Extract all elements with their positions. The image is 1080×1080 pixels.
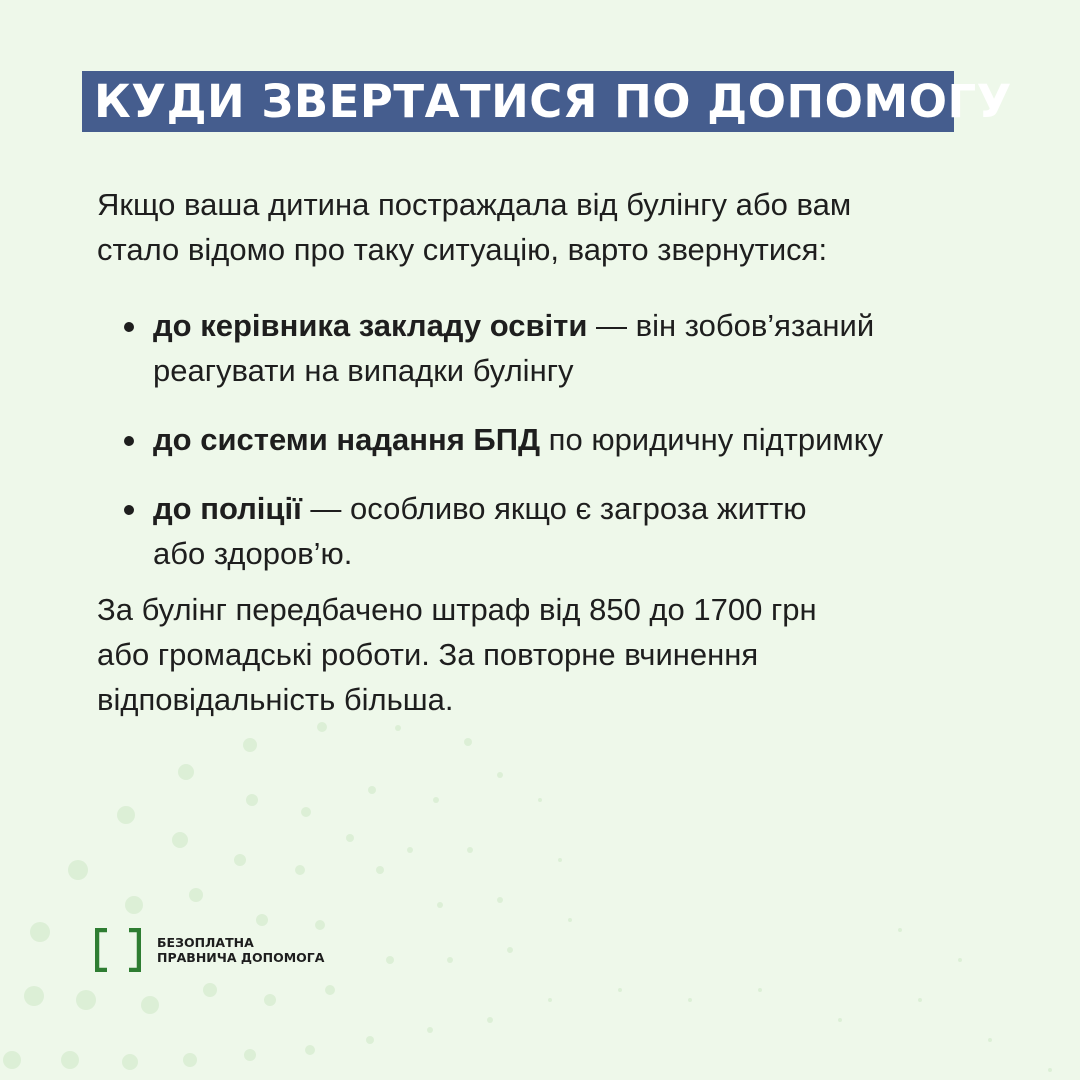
logo-text-line: БЕЗОПЛАТНА (157, 935, 254, 950)
bullet-icon (124, 505, 134, 515)
list-item-text: — він зобов’язаний (587, 308, 875, 343)
list-item-line (153, 303, 997, 348)
penalty-line: За булінг передбачено штраф від 850 до 1700 грн (97, 592, 817, 627)
help-contacts-list (97, 303, 997, 600)
penalty-paragraph (97, 587, 997, 722)
bullet-icon (124, 436, 134, 446)
list-item-text: — особливо якщо є загроза життю (301, 491, 807, 526)
intro-line: Якщо ваша дитина постраждала від булінгу або вам (97, 187, 852, 222)
bracket-logo-icon (95, 928, 141, 972)
penalty-line: або громадські роботи. За повторне вчинення (97, 637, 759, 672)
list-item-line (153, 486, 997, 531)
intro-paragraph (97, 182, 997, 272)
organization-logo (95, 928, 324, 972)
list-item-title: до поліції (153, 491, 302, 526)
list-item-text: по юридичну підтримку (540, 422, 884, 457)
list-item-title: до керівника закладу освіти (153, 308, 588, 343)
bullet-icon (124, 322, 134, 332)
page-title: КУДИ ЗВЕРТАТИСЯ ПО ДОПОМОГУ (82, 71, 954, 132)
logo-text (157, 935, 324, 965)
list-item-line (153, 417, 997, 462)
list-item-line: або здоров’ю. (153, 536, 353, 571)
logo-text-line: ПРАВНИЧА ДОПОМОГА (157, 950, 325, 965)
list-item (97, 417, 997, 462)
list-item (97, 486, 997, 576)
penalty-line: відповідальність більша. (97, 682, 454, 717)
list-item-line: реагувати на випадки булінгу (153, 353, 574, 388)
intro-line: стало відомо про таку ситуацію, варто звернутися: (97, 232, 828, 267)
list-item (97, 303, 997, 393)
list-item-title: до системи надання БПД (153, 422, 541, 457)
